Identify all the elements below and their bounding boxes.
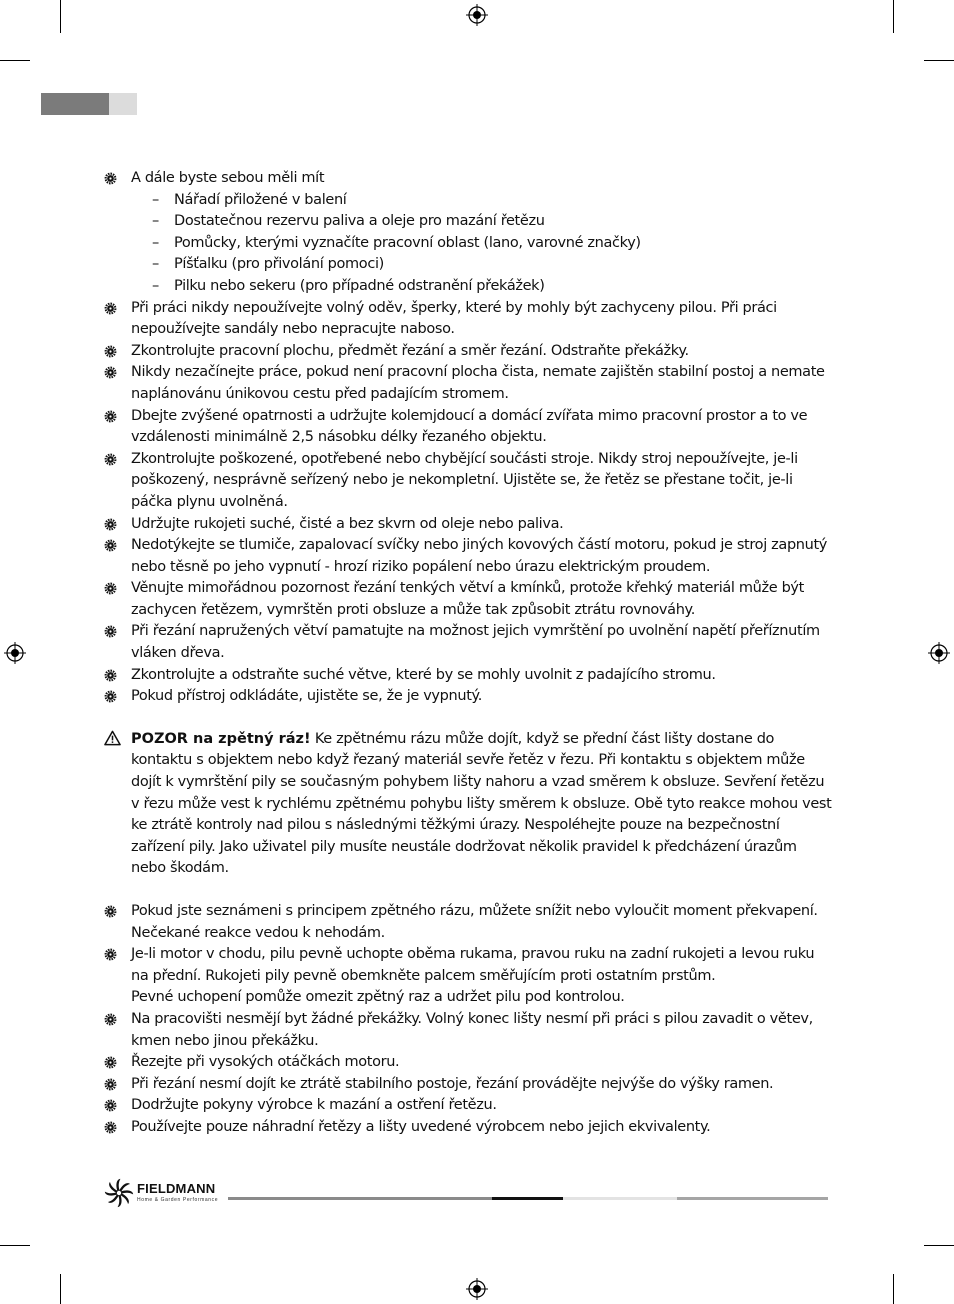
list-item [104,578,834,621]
list-item [104,1095,834,1117]
dash-marker: – [152,191,159,208]
sub-item-text: Píšťalku (pro přivolání pomoci) [174,256,384,273]
brand-name: FIELDMANN [137,1181,216,1196]
list-item-continuation: Pevné uchopení pomůže omezit zpětný raz a udržet pilu pod kontrolou. [131,989,625,1006]
list-item [104,1074,834,1096]
dash-marker: – [152,234,159,251]
gear-bullet-icon [104,366,117,379]
sub-list-item [104,190,834,212]
list-item-text: Zkontrolujte poškozené, opotřebené nebo chybějící součásti stroje. Nikdy stroj nepoužívejte, je-li poškozený, nesprávně seřízený nebo je nekompletní. Ujistěte se, že řetěz se přestane točit, je-li páčka plynu uvolněná. [131,450,798,510]
gear-bullet-icon [104,948,117,961]
crop-mark [893,1274,894,1304]
list-item-text: Pokud jste seznámeni s principem zpětného rázu, můžete snížit nebo vyloučit moment překvapení. Nečekané reakce vedou k nehodám. [131,903,818,941]
list-item-text: Řezejte při vysokých otáčkách motoru. [131,1054,400,1071]
list-item-text: Zkontrolujte a odstraňte suché větve, které by se mohly uvolnit z padajícího stromu. [131,666,716,683]
gear-bullet-icon [104,518,117,531]
gear-bullet-icon [104,172,117,185]
dash-marker: – [152,256,159,273]
gear-bullet-icon [104,1078,117,1091]
list-item-text: Nedotýkejte se tlumiče, zapalovací svíčky nebo jiných kovových částí motoru, pokud je stroj zapnutý nebo těsně po jeho vypnutí - hrozí riziko popálení nebo úrazu elektrickým proudem. [131,537,828,575]
list-item [104,514,834,536]
fieldmann-logo [104,1178,234,1208]
list-item [104,406,834,449]
list-item [104,944,834,987]
registration-mark-icon [466,1278,488,1300]
list-item [104,362,834,405]
list-item-text: Používejte pouze náhradní řetězy a lišty uvedené výrobcem nebo jejich ekvivalenty. [131,1118,711,1135]
list-item [104,665,834,687]
sub-list-item [104,211,834,233]
list-item-text: Pokud přístroj odkládáte, ujistěte se, že je vypnutý. [131,688,482,705]
list-item-text: Věnujte mimořádnou pozornost řezání tenkých větví a kmínků, protože křehký materiál může být zachycen řetězem, vymrštěn proti obsluze a může tak způsobit ztrátu rovnováhy. [131,580,804,618]
list-item [104,1009,834,1052]
footer-bar-segment [492,1197,563,1200]
dash-marker: – [152,213,159,230]
registration-mark-icon [466,4,488,26]
sub-item-text: Pilku nebo sekeru (pro případné odstranění překážek) [174,277,545,294]
crop-mark [893,0,894,33]
gear-bullet-icon [104,453,117,466]
list-item-text: Nikdy nezačínejte práce, pokud není pracovní plocha čista, nemate zajištěn stabilní postoj a nemate naplánovánu únikovou cestu před padajícím stromem. [131,364,825,402]
crop-mark [0,1245,30,1246]
list-item [104,621,834,664]
sub-item-text: Pomůcky, kterými vyznačíte pracovní oblast (lano, varovné značky) [174,234,641,251]
dash-marker: – [152,277,159,294]
sub-list-item [104,254,834,276]
footer-bar-segment [677,1197,828,1200]
gear-bullet-icon [104,539,117,552]
list-item [104,449,834,514]
footer-bar-segment [228,1197,492,1200]
gear-bullet-icon [104,669,117,682]
list-item-text: Udržujte rukojeti suché, čisté a bez skvrn od oleje nebo paliva. [131,515,564,532]
sub-item-text: Nářadí přiložené v balení [174,191,347,208]
spacer [104,880,834,901]
crop-mark [60,1274,61,1304]
gear-bullet-icon [104,1056,117,1069]
header-tab-light [109,93,137,115]
list-item [104,168,834,190]
registration-mark-icon [928,642,950,664]
sub-list-item [104,233,834,255]
list-item-text: Při práci nikdy nepoužívejte volný oděv, šperky, které by mohly být zachyceny pilou. Při práci nepoužívejte sandály nebo nepracujte naboso. [131,299,777,338]
gear-bullet-icon [104,1013,117,1026]
list-item-text: Dbejte zvýšené opatrnosti a udržujte kolemjdoucí a domácí zvířata mimo pracovní prostor a to ve vzdálenosti minimálně 2,5 násobku délky řezaného objektu. [131,407,808,446]
list-item-text: Dodržujte pokyny výrobce k mazání a ostření řetězu. [131,1097,497,1114]
gear-bullet-icon [104,1121,117,1134]
list-item [104,1052,834,1074]
gear-bullet-icon [104,625,117,638]
gear-bullet-icon [104,302,117,315]
sub-list-item [104,276,834,298]
gear-bullet-icon [104,410,117,423]
gear-bullet-icon [104,905,117,918]
footer-bar-segment [563,1197,677,1200]
list-item [104,535,834,578]
kickback-warning [104,729,834,880]
registration-mark-icon [4,642,26,664]
crop-mark [924,60,954,61]
list-item-text: Na pracovišti nesmějí byt žádné překážky. Volný konec lišty nesmí při práci s pilou zavadit o větev, kmen nebo jinou překážku. [131,1010,813,1049]
gear-bullet-icon [104,582,117,595]
list-item-text: Je-li motor v chodu, pilu pevně uchopte oběma rukama, pravou ruku na zadní rukojeti a levou ruku na přední. Rukojeti pily pevně obemkněte palcem směřujícím proti ostatním prstům. [131,946,815,984]
crop-mark [0,60,30,61]
fan-logo-icon [104,1178,134,1208]
list-item [104,341,834,363]
list-item [104,298,834,341]
list-item-text: Zkontrolujte pracovní plochu, předmět řezání a směr řezání. Odstraňte překážky. [131,342,689,359]
gear-bullet-icon [104,345,117,358]
list-item-text: Při řezání napružených větví pamatujte na možnost jejich vymrštění po uvolnění napětí přeříznutím vláken dřeva. [131,623,820,662]
warning-text: Ke zpětnému rázu může dojít, když se přední část lišty dostane do kontaktu s objektem nebo když řezaný materiál sevře řetěz v řezu. Při kontaktu s objektem může dojít k vymrštění pily se současným pohybem lišty nahoru a vzad směrem k obsluze. Sevření řetězu v řezu může vest k rychlému zpětnému pohybu lišty směrem k obsluze. Obě tyto reakce mohou vest ke ztrátě kontroly nad pilou s následnými těžkými úrazy. Nespoléhejte pouze na bezpečnostní zařízení pily. Jako uživatel pily musíte neustále dodržovat několik pravidel k předcházení úrazům nebo škodám. [131,730,832,877]
gear-bullet-icon [104,1099,117,1112]
spacer [104,708,834,729]
warning-triangle-icon [104,730,121,746]
warning-title: POZOR na zpětný ráz! [131,730,311,747]
list-item [104,1117,834,1139]
list-item [104,901,834,944]
crop-mark [924,1245,954,1246]
brand-tagline: Home & Garden Performance [137,1197,219,1203]
header-tab-dark [41,93,109,115]
list-item [104,686,834,708]
crop-mark [60,0,61,33]
intro-text: A dále byste sebou měli mít [131,170,325,186]
sub-item-text: Dostatečnou rezervu paliva a oleje pro mazání řetězu [174,213,545,230]
list-item-text: Při řezání nesmí dojít ke ztrátě stabilního postoje, řezání provádějte nejvýše do výšky ramen. [131,1075,774,1092]
safety-instructions [104,168,834,1139]
gear-bullet-icon [104,690,117,703]
